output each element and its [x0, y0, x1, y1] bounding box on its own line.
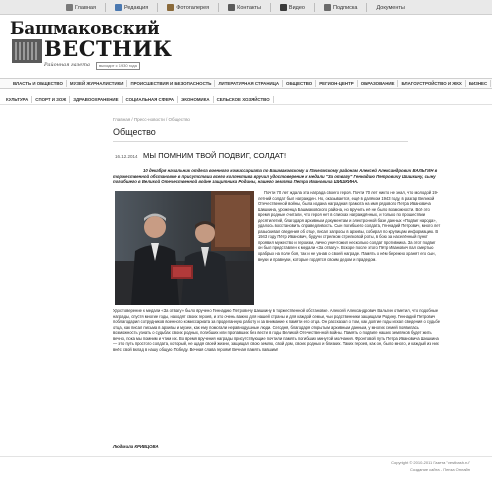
title-divider	[113, 141, 408, 142]
article-intro: 10 декабря начальник отдела военного комиссариата по Башмаковскому и Пачелмскому районам Алексей Александрович ВАЛЬГИН в торжественной обстановке в присутствии всего коллектива вручил удостоверение к медали "За отвагу" Геннадию Петровичу Шишкину, сыну погибшего в Великой Отечественной войне защитника Родины, нашего земляка Петра Ивановича ШИШКИНА.	[113, 168, 438, 185]
nav-item[interactable]: ВЛАСТЬ И ОБЩЕСТВО	[10, 80, 67, 87]
top-nav-item[interactable]	[115, 4, 148, 11]
breadcrumb[interactable]: Главная / Пресс-новости / Общество	[113, 117, 190, 122]
article-text-wrap: Почти 70 лет ждала эта награда своего героя. Почти 70 лет никто не знал, что молодой 19-летний солдат был награжден. Но, оказывается, ещё в далёком 1943 году, в разгар Великой Отечественной войны, была издана наградная грамота на имя рядового Петра Ивановича Шишкина, уроженца Башмаковского района, но вручить её не было возможности. Всё это время родные считали, что героя нет в списках награждённых, и только по прошествии десятилетий, благодаря архивным документам и электронной базе данных «Подвиг народа», удалось восстановить справедливость. Сын погибшего солдата, Геннадий Петрович, много лет разыскивал сведения об отце, писал запросы в архивы, собирал по крупицам информацию. В 1943 году Пётр Иванович, будучи стрелком стрелковой роты, в бою за населённый пункт проявил мужество и героизм, лично уничтожил несколько солдат противника. За этот подвиг он был представлен к медали «За отвагу». Вскоре после этого Пётр Иванович пал смертью храбрых на поле боя, так и не узнав о своей награде. Память о нём бережно хранят его сын, внуки и правнуки, которые гордятся своим дедом и прадедом.	[258, 190, 441, 262]
site-logo[interactable]	[10, 20, 175, 72]
top-nav-separator	[105, 3, 106, 12]
article-date: 16.12.2014	[115, 154, 138, 159]
page-title: Общество	[113, 127, 156, 137]
top-nav-label: Редакция	[123, 4, 149, 11]
nav-item[interactable]: ЭКОНОМИКА	[178, 96, 213, 103]
footer-credit[interactable]: Создание сайта - Пенза Онлайн	[410, 467, 470, 472]
top-nav-label: Подписка	[332, 4, 358, 11]
home-icon	[66, 4, 73, 11]
top-nav-item[interactable]	[66, 4, 96, 11]
nav-item[interactable]: ЛИТЕРАТУРНАЯ СТРАНИЦА	[215, 80, 283, 87]
video-icon	[280, 4, 287, 11]
logo-since: выходит с 1930 года	[96, 62, 140, 70]
nav-item[interactable]: ПРОИСШЕСТВИЯ И БЕЗОПАСНОСТЬ	[127, 80, 215, 87]
article-photo	[115, 191, 254, 305]
footer-divider	[0, 456, 492, 457]
newspaper-icon	[324, 4, 331, 11]
logo-tagline: Районная газета	[44, 62, 90, 68]
top-nav-separator	[218, 3, 219, 12]
top-nav-separator	[314, 3, 315, 12]
top-nav-label: Документы	[376, 4, 405, 11]
nav-item[interactable]: ОБРАЗОВАНИЕ	[358, 80, 399, 87]
article-title: МЫ ПОМНИМ ТВОЙ ПОДВИГ, СОЛДАТ!	[143, 151, 287, 160]
top-nav-item[interactable]	[167, 4, 209, 11]
footer-copyright: Copyright © 2010-2011 Газета "vestbash.ru"	[391, 460, 470, 465]
top-nav-separator	[157, 3, 158, 12]
nav-item[interactable]: ОБЩЕСТВО	[283, 80, 316, 87]
sub-navigation	[0, 95, 492, 105]
top-nav-item[interactable]	[324, 4, 358, 11]
envelope-icon	[228, 4, 235, 11]
top-nav-label: Главная	[75, 4, 96, 11]
top-nav-item[interactable]	[376, 5, 404, 11]
top-nav-label: Фотогалерея	[176, 4, 210, 11]
photo-illustration	[115, 191, 254, 305]
article-author: Людмила КРИВЦОВА	[113, 444, 159, 449]
nav-item[interactable]: СПОРТ И ЗОЖ	[32, 96, 70, 103]
logo-line-2: ВЕСТНИК	[44, 36, 173, 61]
top-nav-label: Видео	[288, 4, 305, 11]
people-icon	[115, 4, 122, 11]
logo-line-1: Башмаковский	[10, 19, 160, 39]
nav-item[interactable]: РЕГИОН-ЦЕНТР	[316, 80, 357, 87]
article-body: Удостоверение к медали «За отвагу» было вручено Геннадию Петровичу Шишкину в торжественной обстановке. Алексей Александрович Вальгин отметил, что подобные награды, спустя многие годы, находят своих героев, и это очень важно для нашей страны и для каждой семьи, чьи родственники защищали Родину. Геннадий Петрович поблагодарил сотрудников военного комиссариата за проделанную работу и за внимание к памяти его отца. Он рассказал о том, как долгие годы искал сведения о судьбе отца, как писал письма в архивы и музеи, как ему помогали неравнодушные люди. Сегодня, благодаря открытым архивным данным, у многих семей появилась возможность узнать о судьбах своих родных, погибших или пропавших без вести в годы Великой Отечественной войны. Память о подвиге наших земляков будет жить вечно, пока мы помним и чтим их. Во время вручения награды присутствующие почтили память погибших минутой молчания. Фронтовой путь Петра Ивановича Шишкина — это путь простого солдата, который, не щадя своей жизни, защищал свою землю, свой дом, своих родных и близких. Таких героев, как он, было много, и каждый из них внёс свой вклад в нашу общую Победу. Вечная слава героям! Вечная память павшим!	[113, 308, 440, 352]
nav-item[interactable]: БИЗНЕС	[466, 80, 491, 87]
nav-item[interactable]: СЕЛЬСКОЕ ХОЗЯЙСТВО	[214, 96, 274, 103]
nav-item[interactable]: БЛАГОУСТРОЙСТВО И ЖКХ	[398, 80, 465, 87]
nav-item[interactable]: КУЛЬТУРА	[3, 96, 32, 103]
top-nav-separator	[270, 3, 271, 12]
main-navigation	[0, 78, 492, 89]
top-bar	[0, 0, 492, 15]
nav-item[interactable]: МУЗЕЙ ЖУРНАЛИСТИКИ	[67, 80, 128, 87]
nav-item[interactable]: ЗДРАВООХРАНЕНИЕ	[70, 96, 122, 103]
top-navigation	[66, 2, 414, 13]
nav-item[interactable]: СОЦИАЛЬНАЯ СФЕРА	[123, 96, 179, 103]
top-nav-item[interactable]	[228, 4, 261, 11]
logo-mark-icon	[12, 39, 42, 63]
top-nav-label: Контакты	[237, 4, 261, 11]
top-nav-separator	[366, 3, 367, 12]
camera-icon	[167, 4, 174, 11]
top-nav-item[interactable]	[280, 4, 305, 11]
